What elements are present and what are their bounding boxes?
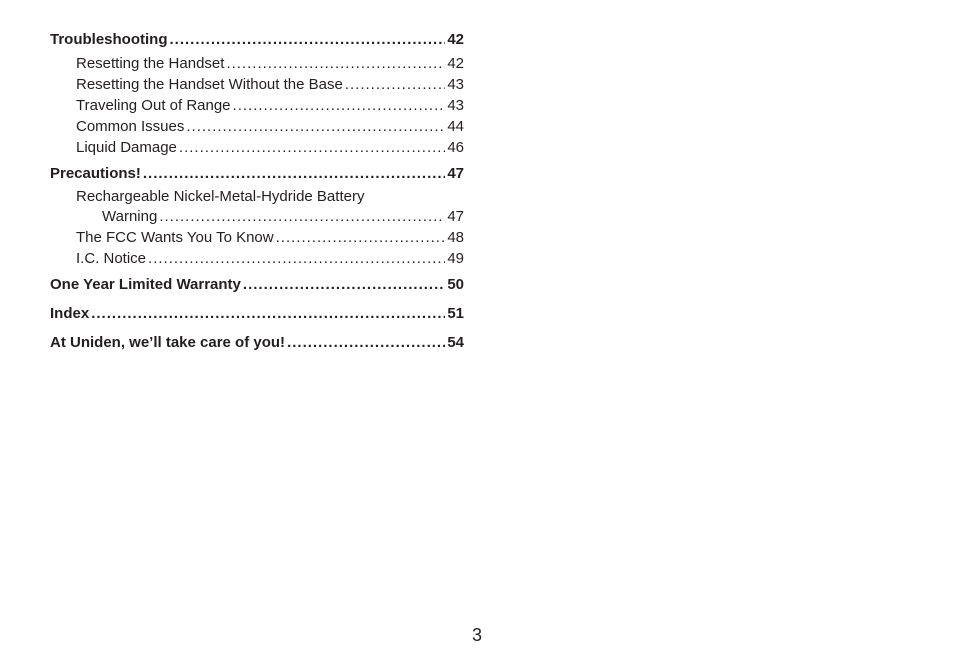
toc-entry-title: Common Issues [76, 118, 185, 135]
toc-entry-page: 42 [447, 31, 464, 48]
toc-entry-liquid-damage[interactable] [50, 137, 464, 158]
toc-entry-page: 49 [447, 250, 464, 267]
dot-leader [233, 95, 446, 116]
toc-entry-precautions[interactable] [50, 163, 464, 184]
dot-leader [186, 116, 445, 137]
toc-entry-title: Resetting the Handset Without the Base [76, 76, 343, 93]
dot-leader [159, 206, 445, 227]
toc-entry-title: Liquid Damage [76, 139, 177, 156]
toc-entry-page: 42 [447, 55, 464, 72]
toc-entry-fcc[interactable] [50, 227, 464, 248]
toc-entry-title: Troubleshooting [50, 31, 168, 48]
toc-entry-resetting-without-base[interactable] [50, 74, 464, 95]
toc-entry-resetting-handset[interactable] [50, 53, 464, 74]
toc-entry-warranty[interactable] [50, 274, 464, 295]
toc-entry-title: I.C. Notice [76, 250, 147, 267]
dot-leader [243, 274, 445, 295]
toc-entry-traveling-out-of-range[interactable] [50, 95, 464, 116]
toc-entry-page: 50 [447, 276, 464, 293]
toc-entry-page: 47 [447, 208, 464, 225]
dot-leader [287, 332, 445, 353]
dot-leader [345, 74, 445, 95]
dot-leader [91, 303, 445, 324]
dot-leader [226, 53, 445, 74]
toc-entry-page: 43 [447, 76, 464, 93]
toc-entry-uniden-care[interactable] [50, 332, 464, 353]
toc-entry-page: 54 [447, 334, 464, 351]
toc-entry-title: One Year Limited Warranty [50, 276, 241, 293]
toc-entry-page: 44 [447, 118, 464, 135]
toc-entry-troubleshooting[interactable] [50, 29, 464, 50]
toc-entry-battery-warning[interactable] [50, 206, 464, 227]
toc-entry-battery-warning-line1: Rechargeable Nickel-Metal-Hydride Battery [76, 188, 365, 205]
toc-entry-title: Traveling Out of Range [76, 97, 231, 114]
toc-entry-index[interactable] [50, 303, 464, 324]
toc-entry-title: Precautions! [50, 165, 141, 182]
toc-entry-page: 47 [447, 165, 464, 182]
toc-entry-ic-notice[interactable] [50, 248, 464, 269]
dot-leader [148, 248, 445, 269]
toc-entry-title: Resetting the Handset [76, 55, 225, 72]
toc-entry-page: 46 [447, 139, 464, 156]
dot-leader [170, 29, 446, 50]
toc-entry-page: 48 [447, 229, 464, 246]
toc-entry-page: 51 [447, 305, 464, 322]
dot-leader [143, 163, 445, 184]
dot-leader [276, 227, 446, 248]
table-of-contents [50, 29, 464, 353]
toc-entry-title: The FCC Wants You To Know [76, 229, 274, 246]
toc-entry-page: 43 [447, 97, 464, 114]
toc-entry-title: At Uniden, we’ll take care of you! [50, 334, 286, 351]
toc-entry-common-issues[interactable] [50, 116, 464, 137]
page-number: 3 [471, 625, 482, 645]
toc-entry-title: Warning [102, 208, 158, 225]
toc-entry-title: Index [50, 305, 90, 322]
dot-leader [179, 137, 445, 158]
